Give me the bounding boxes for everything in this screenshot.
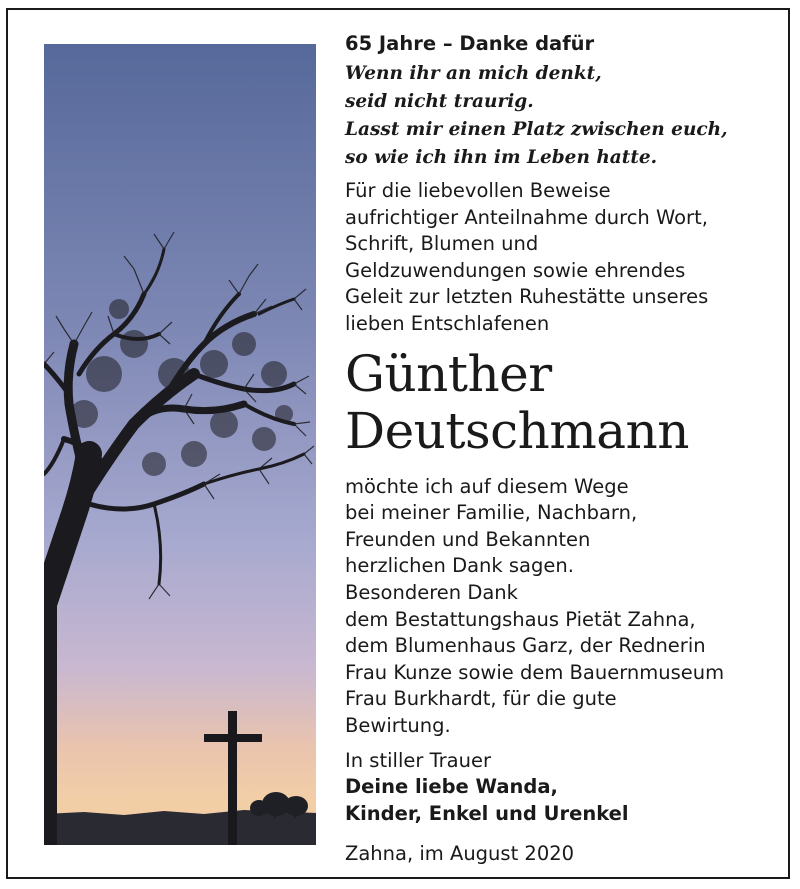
heading: 65 Jahre – Danke dafür	[345, 32, 595, 55]
intro-line: Geleit zur letzten Ruhestätte unseres	[345, 285, 709, 309]
notice-text	[345, 30, 775, 867]
poem-line: Wenn ihr an mich denkt,	[345, 63, 602, 84]
intro-line: Für die liebevollen Beweise	[345, 179, 611, 202]
first-name: Günther	[345, 344, 552, 403]
place-date: Zahna, im August 2020	[345, 842, 575, 866]
intro-text	[345, 178, 775, 338]
thanks-line: möchte ich auf diesem Wege	[345, 474, 629, 498]
thanks-line: Frau Burkhardt, für die gute	[345, 687, 617, 711]
thanks-line: dem Blumenhaus Garz, der Rednerin	[345, 634, 706, 658]
mourning-signature	[345, 748, 775, 828]
intro-line: lieben Entschlafenen	[345, 311, 550, 335]
poem-line: seid nicht traurig.	[345, 91, 534, 112]
deceased-name	[345, 346, 775, 460]
thanks-line: dem Bestattungshaus Pietät Zahna,	[345, 607, 696, 631]
thanks-line: Frau Kunze sowie dem Bauernmuseum	[345, 660, 725, 684]
thanks-line: herzlichen Dank sagen.	[345, 554, 574, 578]
last-name: Deutschmann	[345, 401, 689, 460]
intro-line: Schrift, Blumen und	[345, 232, 539, 256]
intro-line: aufrichtiger Anteilnahme durch Wort,	[345, 205, 708, 229]
intro-line: Geldzuwendungen sowie ehrendes	[345, 258, 686, 282]
signer-line: Kinder, Enkel und Urenkel	[345, 801, 629, 825]
thanks-line: Freunden und Bekannten	[345, 527, 591, 551]
thanks-line: Besonderen Dank	[345, 580, 518, 604]
tree-and-cross-image	[44, 44, 316, 845]
poem-line: so wie ich ihn im Leben hatte.	[345, 147, 658, 168]
poem-line: Lasst mir einen Platz zwischen euch,	[345, 119, 728, 140]
thanks-line: Bewirtung.	[345, 713, 451, 737]
signer-line: Deine liebe Wanda,	[345, 775, 558, 799]
memorial-photo	[44, 44, 316, 845]
mourning-intro: In stiller Trauer	[345, 748, 491, 772]
thanks-line: bei meiner Familie, Nachbarn,	[345, 501, 638, 525]
thanks-text	[345, 474, 775, 740]
poem	[345, 60, 775, 172]
